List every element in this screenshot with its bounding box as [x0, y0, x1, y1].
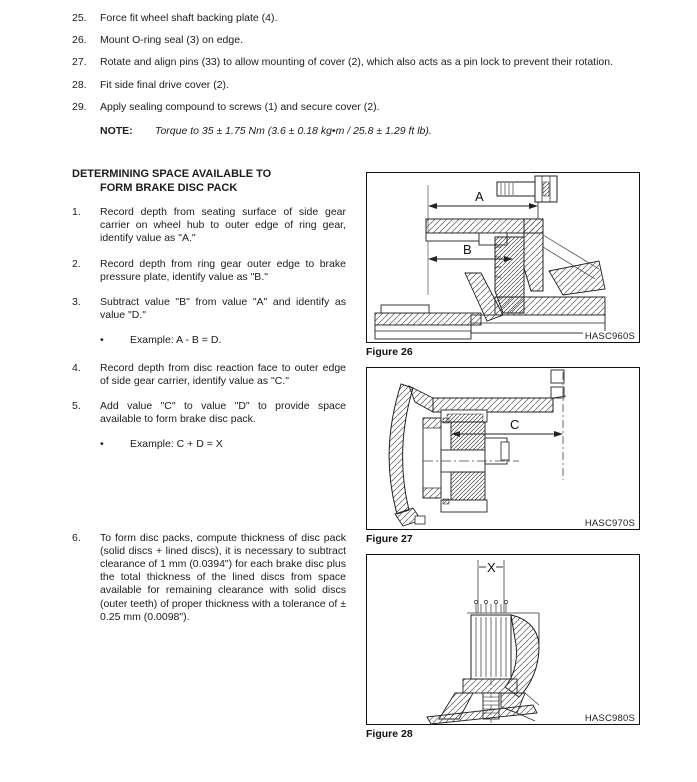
procedure-step: [72, 400, 346, 426]
section-title-line2: FORM BRAKE DISC PACK: [100, 181, 238, 194]
figure-26-box: [366, 172, 640, 343]
step-number: 29.: [72, 100, 87, 113]
note-label: NOTE:: [100, 125, 133, 138]
step-number: 25.: [72, 12, 87, 24]
procedure-step: [72, 206, 346, 246]
step-text: Record depth from ring gear outer edge to brake pressure plate, identify value as "B.": [100, 257, 346, 283]
bullet-icon: •: [100, 438, 104, 451]
step-text: Mount O-ring seal (3) on edge.: [100, 34, 243, 47]
procedure-step: [72, 258, 346, 284]
step-text: Force fit wheel shaft backing plate (4).: [100, 12, 278, 24]
procedure-step: [72, 296, 346, 322]
note-text: Torque to 35 ± 1.75 Nm (3.6 ± 0.18 kg•m / 25.8 ± 1.29 ft lb).: [155, 125, 432, 138]
section-title: [72, 168, 346, 195]
figures-column: [366, 172, 640, 749]
procedure-column: [72, 168, 346, 636]
list-item: [72, 56, 630, 69]
step-number: 4.: [72, 361, 81, 374]
example-text: Example: A - B = D.: [130, 334, 222, 347]
step-number: 2.: [72, 257, 81, 270]
figure-28-code: HASC980S: [584, 713, 635, 724]
step-text: Fit side final drive cover (2).: [100, 78, 229, 91]
figure-26-caption: Figure 26: [366, 346, 413, 358]
step-number: 26.: [72, 34, 87, 47]
step-number: 27.: [72, 56, 87, 69]
step-number: 6.: [72, 531, 81, 544]
step-text: To form disc packs, compute thickness of disc pack (solid discs + lined discs), it is necessary to subtract clearance of 1 mm (0.0394") for each brake disc plus the total thickness of the lined discs from space available for remaining clearance with solid discs (outer teeth) of proper thickness with a tolerance of ± 0.25 mm (0.0098").: [100, 531, 346, 623]
step-text: Subtract value "B" from value "A" and identify as value "D.": [100, 296, 346, 322]
figure-27-box: [366, 367, 640, 530]
example-row: [100, 334, 346, 347]
figure-26-drawing: [367, 173, 639, 340]
step-text: Record depth from disc reaction face to outer edge of side gear carrier, identify value as "C.": [100, 361, 346, 387]
step-number: 1.: [72, 206, 81, 218]
figure-28-drawing: [367, 555, 639, 724]
dim-label-b: B: [463, 242, 472, 257]
list-item: [72, 101, 630, 114]
step-text: Add value "C" to value "D" to provide space available to form brake disc pack.: [100, 400, 346, 426]
figure-27-drawing: [367, 368, 639, 527]
figure-28-caption: Figure 28: [366, 728, 413, 740]
example-text: Example: C + D = X: [130, 438, 223, 451]
example-row: [100, 438, 346, 451]
figure-26-code: HASC960S: [584, 331, 635, 342]
step-text: Rotate and align pins (33) to allow mounting of cover (2), which also acts as a pin lock to prevent their rotation.: [100, 56, 614, 69]
assembly-steps-list: [72, 12, 630, 138]
list-item: [72, 79, 630, 92]
step-number: 28.: [72, 78, 87, 91]
step-number: 3.: [72, 296, 81, 309]
figure-27-caption: Figure 27: [366, 533, 413, 545]
torque-note: [100, 125, 630, 138]
procedure-step: [72, 532, 346, 624]
step-text: Record depth from seating surface of side gear carrier on wheel hub to outer edge of ring gear, identify value as "A.": [100, 206, 346, 245]
list-item: [72, 12, 630, 25]
step-text: Apply sealing compound to screws (1) and secure cover (2).: [100, 100, 380, 113]
dim-label-c: C: [510, 417, 520, 432]
list-item: [72, 34, 630, 47]
dim-label-a: A: [475, 189, 484, 204]
procedure-step: [72, 362, 346, 388]
bullet-icon: •: [100, 334, 104, 347]
dim-label-x: X: [487, 560, 496, 575]
step-number: 5.: [72, 400, 81, 413]
figure-28-box: [366, 554, 640, 725]
figure-27-code: HASC970S: [584, 518, 635, 529]
section-title-line1: DETERMINING SPACE AVAILABLE TO: [72, 168, 272, 180]
